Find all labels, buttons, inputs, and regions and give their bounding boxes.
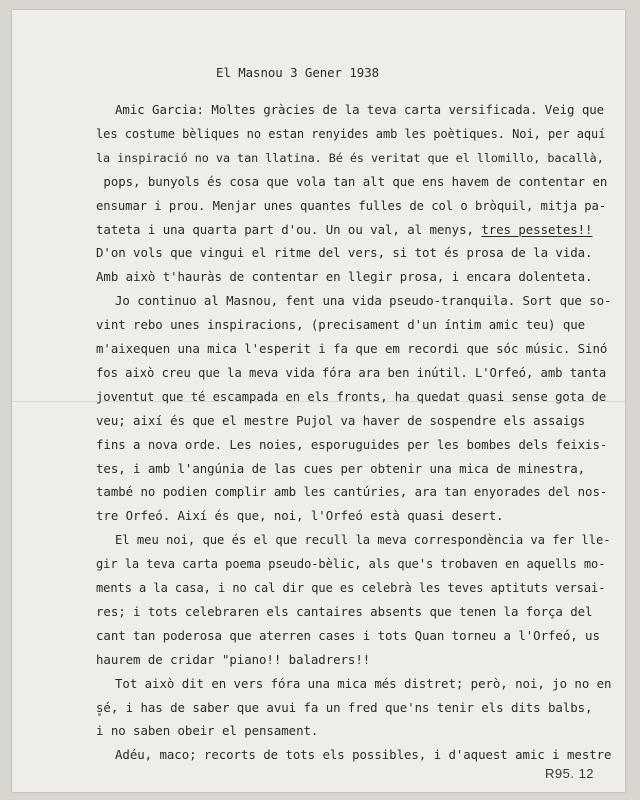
archive-reference: R95. 12 <box>545 766 595 781</box>
letter-line-text: tateta i una quarta part d'ou. Un ou val, al menys, <box>96 221 482 237</box>
letter-line: vint rebo unes inspiracions, (precisament d'un íntim amic teu) que <box>96 317 586 333</box>
letter-line: Tot això dit en vers fóra una mica més distret; però, noi, jo no en <box>115 675 612 691</box>
letter-line: sé, i has de saber que avui fa un fred que'ns tenir els dits balbs, <box>96 699 593 715</box>
letter-line: les costume bèliques no estan renyides amb les poètiques. Noi, per aquí <box>96 126 606 141</box>
letter-line: pops, bunyols és cosa que vola tan alt que ens havem de contentar en <box>96 173 608 189</box>
letter-line: El meu noi, que és el que recull la meva correspondència va fer lle- <box>115 533 611 548</box>
letter-line: Amic Garcia: Moltes gràcies de la teva carta versificada. Veig que <box>115 102 605 117</box>
letter-line: Adéu, maco; recorts de tots els possibles, i d'aquest amic i mestre <box>115 747 612 763</box>
letter-line: res; i tots celebraren els cantaires absents que tenen la força del <box>96 603 593 619</box>
letter-date: El Masnou 3 Gener 1938 <box>216 65 380 80</box>
letter-line: ments a la casa, i no cal dir que es celebrà les teves aptituts versai- <box>96 581 606 595</box>
underlined-phrase: tres pessetes!! <box>481 221 593 237</box>
letter-line: tes, i amb l'angúnia de las cues per obtenir una mica de minestra, <box>96 460 586 476</box>
letter-line <box>96 223 592 237</box>
letter-line: haurem de cridar "piano!! baladrers!! <box>96 651 371 667</box>
letter-line: tre Orfeó. Així és que, noi, l'Orfeó està quasi desert. <box>96 508 504 524</box>
letter-line: també no podien complir amb les cantúries, ara tan enyorades del nos- <box>96 484 608 500</box>
letter-line: fins a nova orde. Les noies, esporuguides per les bombes dels feixis- <box>96 436 608 452</box>
letter-line: m'aixequen una mica l'esperit i fa que em recordi que sóc músic. Sinó <box>96 341 608 356</box>
letter-line: ensumar i prou. Menjar unes quantes fulles de col o bròquil, mitja pa- <box>96 198 607 213</box>
letter-line: cant tan poderosa que aterren cases i tots Quan torneu a l'Orfeó, us <box>96 627 600 643</box>
letter-line: Amb això t'hauràs de contentar en llegir prosa, i encara dolenteta. <box>96 269 593 285</box>
letter-line: D'on vols que vingui el ritme del vers, si tot és prosa de la vida. <box>96 245 593 261</box>
letter-line: Jo continuo al Masnou, fent una vida pseudo-tranquila. Sort que so- <box>115 293 612 309</box>
letter-line: la inspiració no va tan llatina. Bé és veritat que el llomillo, bacallà, <box>96 150 604 165</box>
letter-line: fos això creu que la meva vida fóra ara ben inútil. L'Orfeó, amb tanta <box>96 365 607 380</box>
letter-line: veu; així és que el mestre Pujol va haver de sospendre els assaigs <box>96 412 586 428</box>
letter-line: i no saben obeir el pensament. <box>96 723 319 739</box>
letter-line: gir la teva carta poema pseudo-bèlic, als que's trobaven en aquells mo- <box>96 557 606 572</box>
letter-line: joventut que té escampada en els fronts, ha quedat quasi sense gota de <box>96 389 607 404</box>
